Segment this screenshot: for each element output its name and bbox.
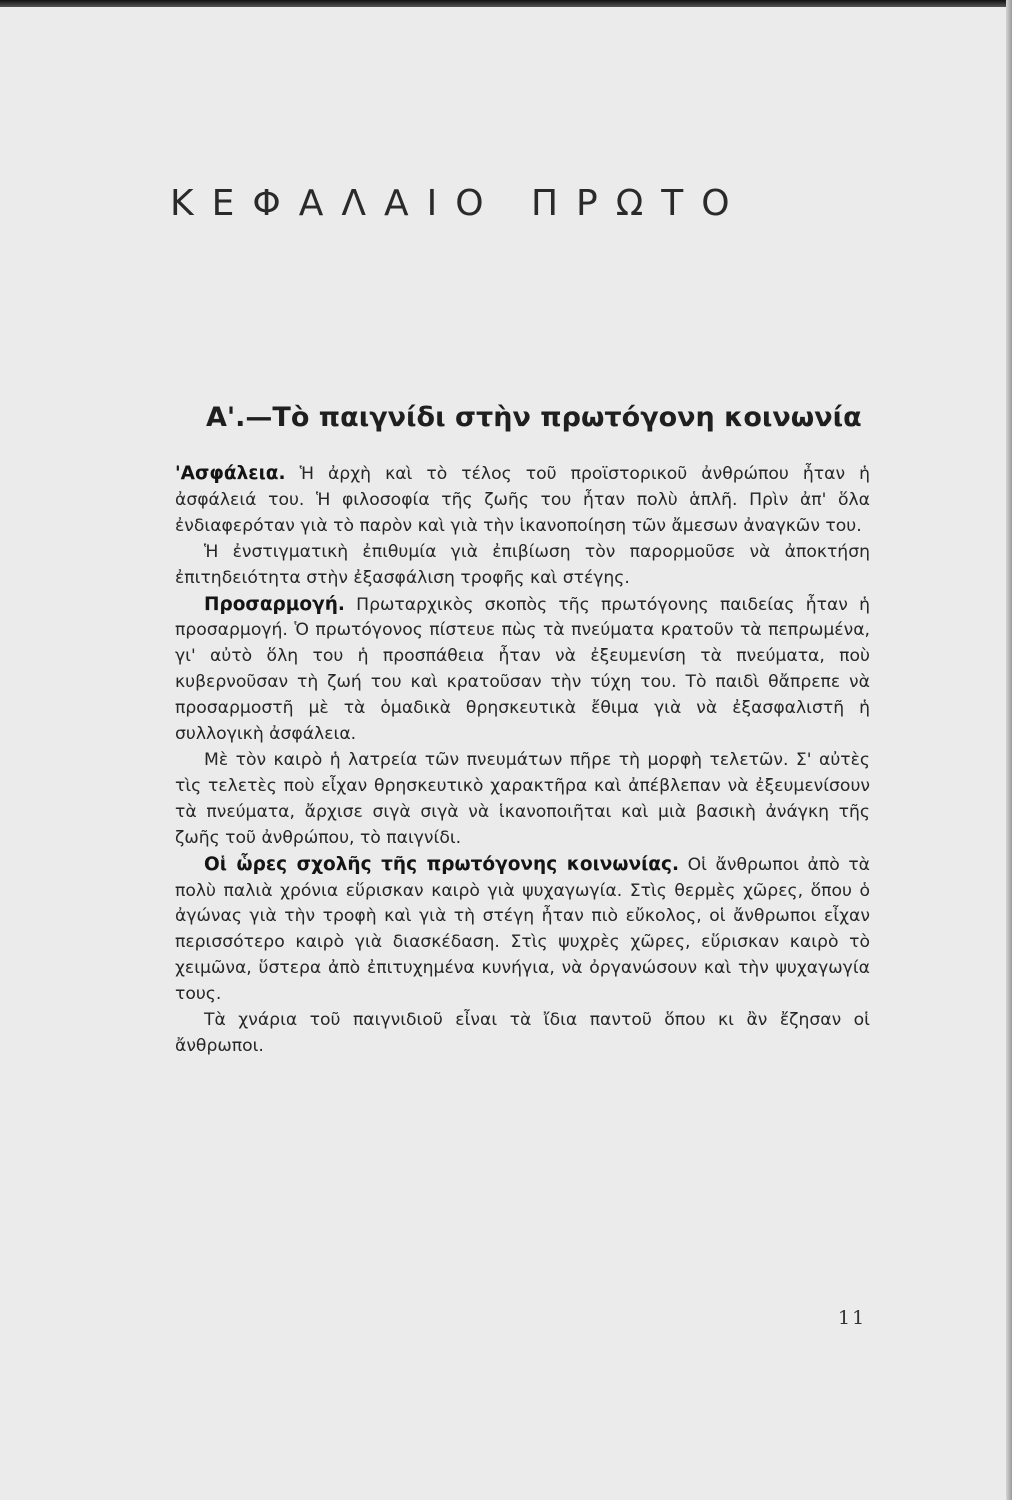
paragraph-lead: Οἱ ὧρες σχολῆς τῆς πρωτόγονης κοινωνίας. <box>204 853 679 875</box>
section-title: Α'.—Τὸ παιγνίδι στὴν πρωτόγονη κοινωνία <box>206 402 862 433</box>
body-text <box>175 461 870 1060</box>
paragraph-text: Πρωταρχικὸς σκοπὸς τῆς πρωτόγονης παιδείας ἦταν ἡ προσαρμογή. Ὁ πρωτόγονος πίστευε πὼς τὰ πνεύματα κρατοῦν τὰ πεπρωμένα, γι' αὐτὸ ὅλη του ἡ προσπάθεια ἦταν νὰ ἐξευμενίση τὰ πνεύματα, ποὺ κυβερνοῦσαν τὴ ζωή του καὶ κρατοῦσαν τὴν τύχη του. Τὸ παιδὶ θἄπρεπε νὰ προσαρμοστῆ μὲ τὰ ὁμαδικὰ θρησκευτικὰ ἔθιμα γιὰ νὰ ἐξασφαλιστῆ ἡ συλλογικὴ ἀσφάλεια. <box>175 594 870 745</box>
scan-top-edge <box>0 0 1012 7</box>
paragraph-asfaleia <box>175 461 870 540</box>
page-number: 11 <box>838 1307 867 1329</box>
paragraph-text: Ἡ ἀρχὴ καὶ τὸ τέλος τοῦ προϊστορικοῦ ἀνθρώπου ἦταν ἡ ἀσφάλειά του. Ἡ φιλοσοφία τῆς ζωῆς του ἦταν πολὺ ἁπλῆ. Πρὶν ἀπ' ὅλα ἐνδιαφερόταν γιὰ τὸ παρὸν καὶ γιὰ τὴν ἱκανοποίηση τῶν ἄμεσων ἀναγκῶν του. <box>175 464 870 536</box>
paragraph-prosarmogi <box>175 592 870 748</box>
paragraph-text: Τὰ χνάρια τοῦ παιγνιδιοῦ εἶναι τὰ ἴδια παντοῦ ὅπου κι ἂν ἔζησαν οἱ ἄνθρωποι. <box>175 1010 870 1056</box>
paragraph-chnaria <box>175 1008 870 1060</box>
paragraph-instinct <box>175 540 870 592</box>
paragraph-ores-scholis <box>175 852 870 1008</box>
chapter-heading: ΚΕΦΑΛΑΙΟ ΠΡΩΤΟ <box>170 183 748 224</box>
paragraph-lead: Προσαρμογή. <box>204 593 345 615</box>
paragraph-lead: 'Ασφάλεια. <box>175 463 286 484</box>
paragraph-text: Ἡ ἐνστιγματικὴ ἐπιθυμία γιὰ ἐπιβίωση τὸν παρορμοῦσε νὰ ἀποκτήση ἐπιτηδειότητα στὴν ἐξασφάλιση τροφῆς καὶ στέγης. <box>175 541 870 588</box>
paragraph-text: Οἱ ἄνθρωποι ἀπὸ τὰ πολὺ παλιὰ χρόνια εὕρισκαν καιρὸ γιὰ ψυχαγωγία. Στὶς θερμὲς χῶρες, ὅπου ὁ ἀγώνας γιὰ τὴν τροφὴ καὶ γιὰ τὴ στέγη ἦταν πιὸ εὔκολος, οἱ ἄνθρωποι εἶχαν περισσότερο καιρὸ γιὰ διασκέδαση. Στὶς ψυχρὲς χῶρες, εὕρισκαν καιρὸ τὸ χειμῶνα, ὕστερα ἀπὸ ἐπιτυχημένα κυνήγια, νὰ ὀργανώσουν καὶ τὴν ψυχαγωγία τους. <box>175 854 870 1005</box>
paragraph-text: Μὲ τὸν καιρὸ ἡ λατρεία τῶν πνευμάτων πῆρε τὴ μορφὴ τελετῶν. Σ' αὐτὲς τὶς τελετὲς ποὺ εἶχαν θρησκευτικὸ χαρακτῆρα καὶ ἀπέβλεπαν νὰ ἐξευμενίσουν τὰ πνεύματα, ἄρχισε σιγὰ σιγὰ νὰ ἱκανοποιῆται καὶ μιὰ βασικὴ ἀνάγκη τῆς ζωῆς τοῦ ἀνθρώπου, τὸ παιγνίδι. <box>175 749 870 848</box>
paragraph-teletes <box>175 748 870 852</box>
scan-right-edge <box>1006 0 1012 1500</box>
